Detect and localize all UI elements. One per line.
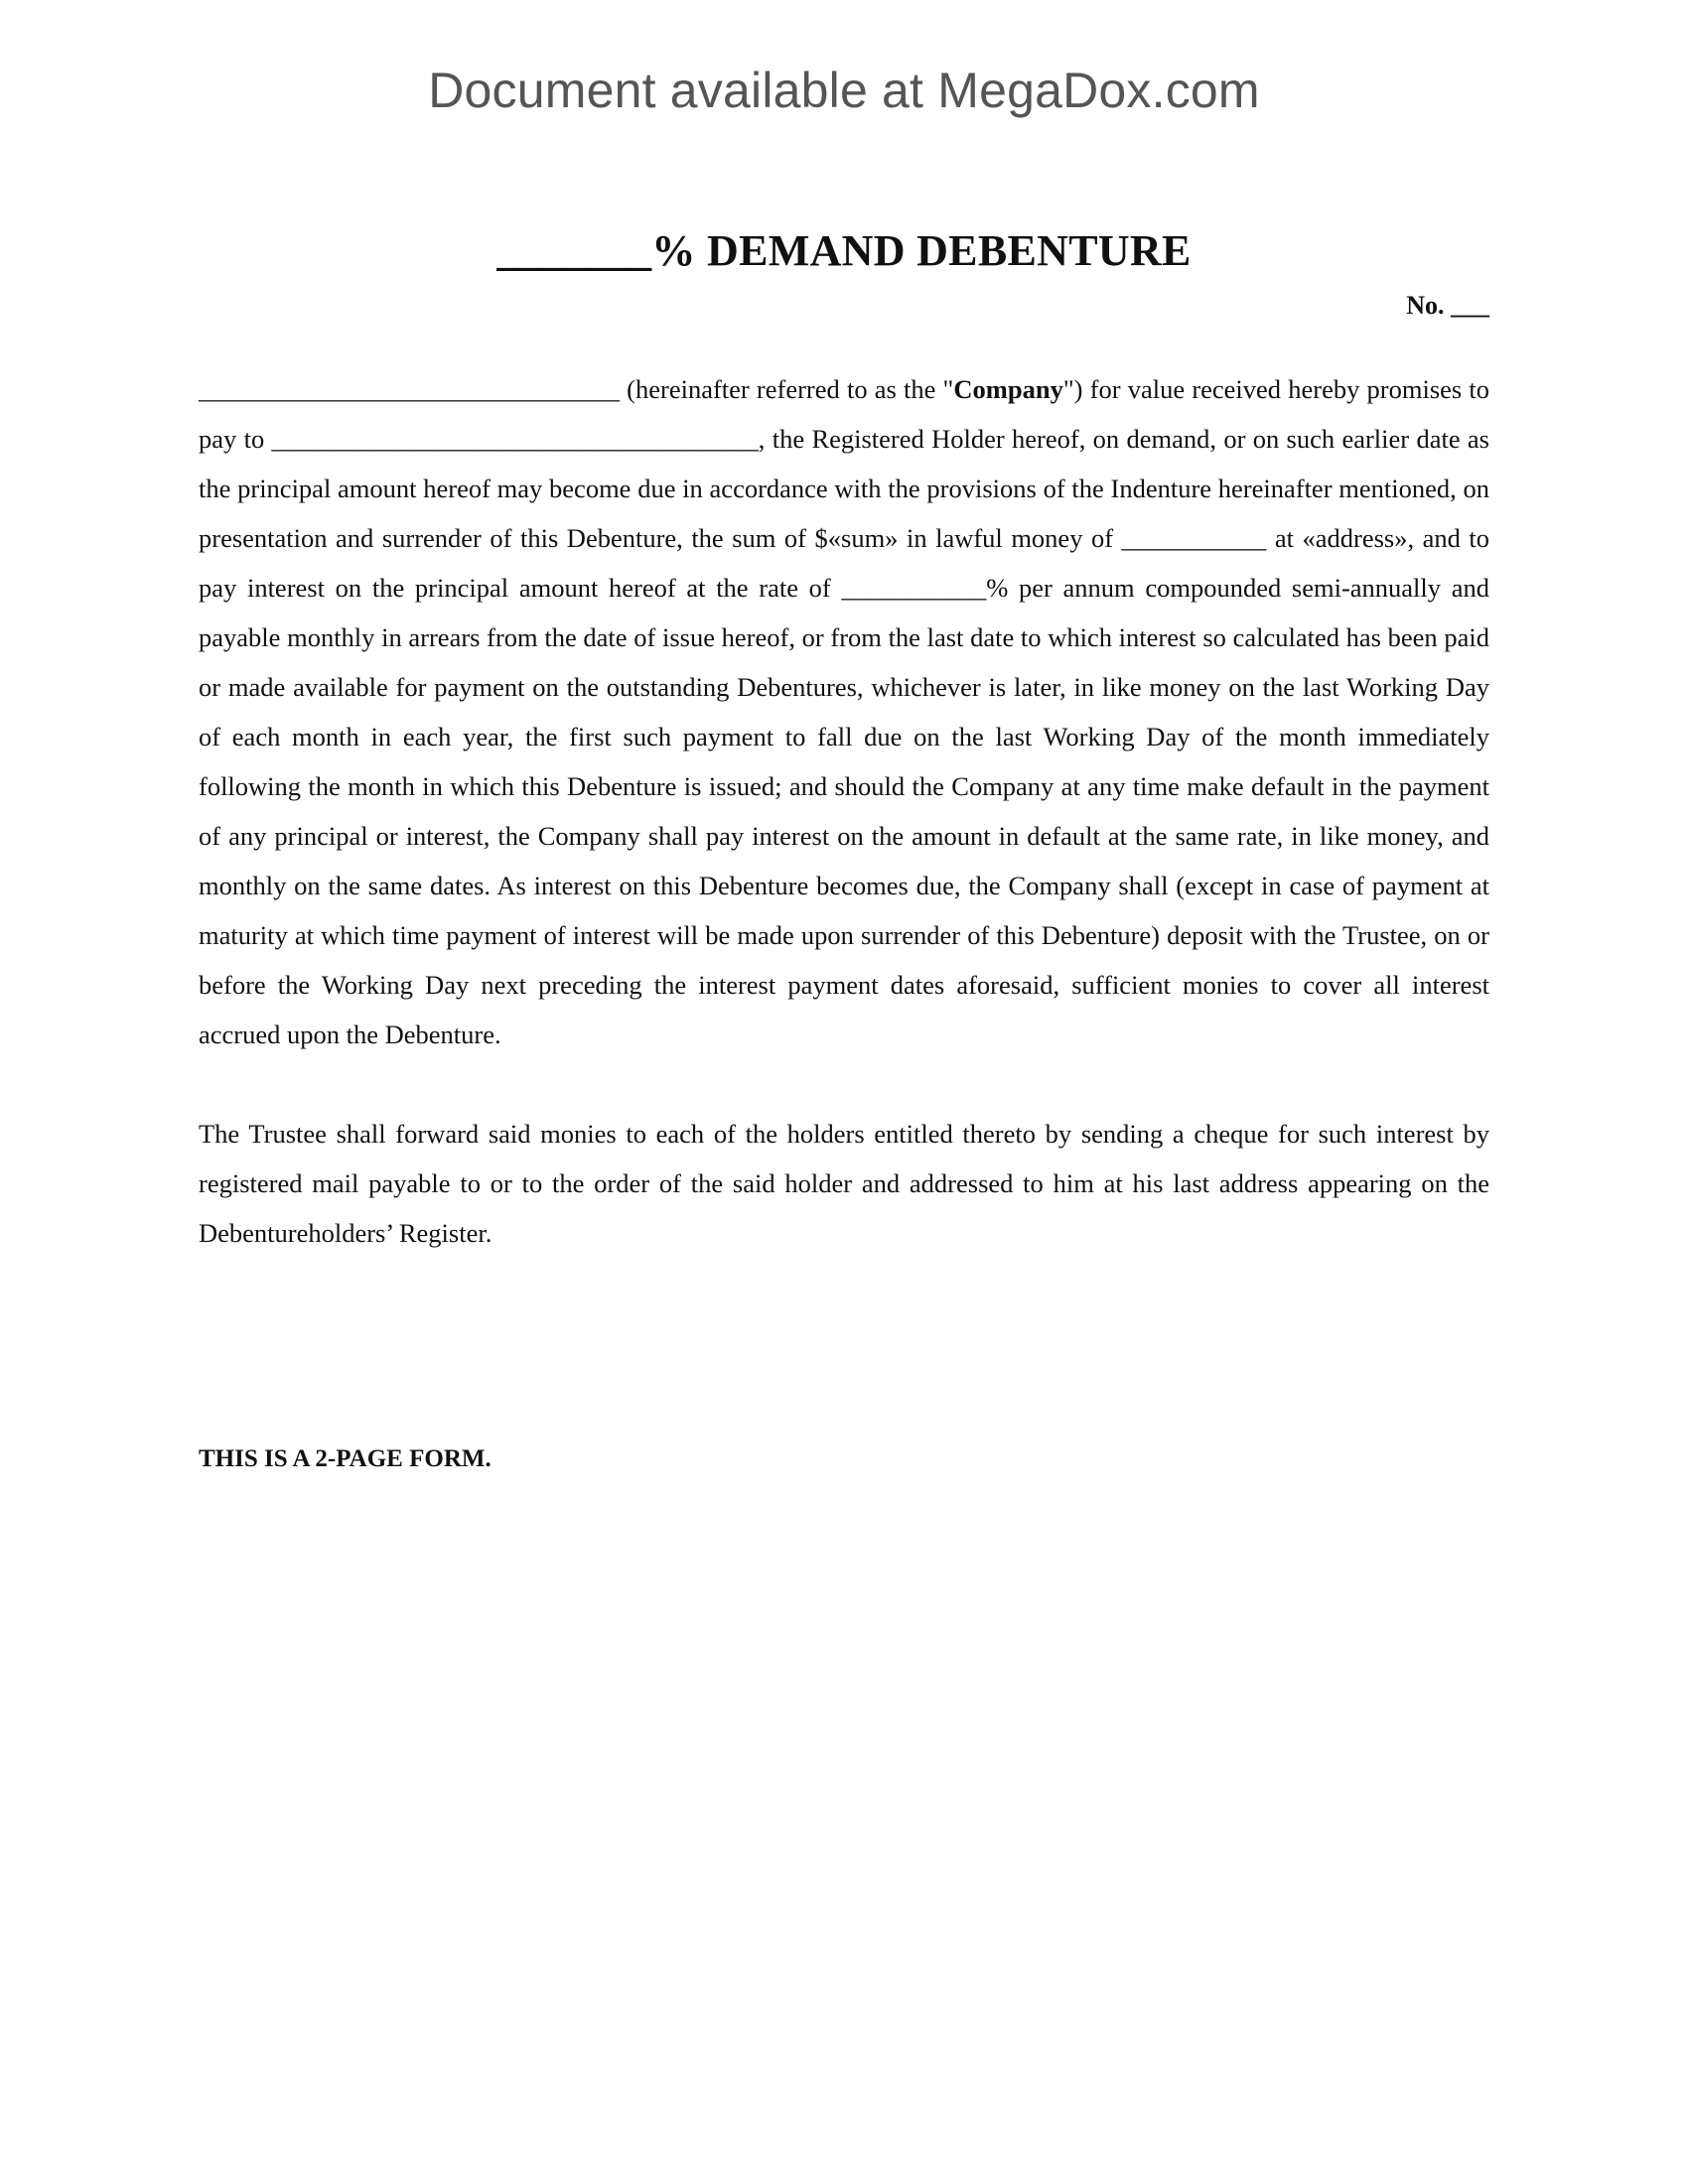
paragraph-trustee: The Trustee shall forward said monies to each of the holders entitled thereto by sending a cheque for such interest by registered mail payable to or to the order of the said holder and addressed to him at his last address appearing on the Debentureholders’ Register. [199, 1119, 1489, 1248]
paragraph-promise-rest: ") for value received hereby promises to pay to _____________________________________, the Registered Holder hereof, on demand, or on such earlier date as the principal amount hereof may become due in accordance with the provisions of the Indenture hereinafter mentioned, on presentation and surrender of this Debenture, the sum of $«sum» in lawful money of ___________ at «address», and to pay interest on the principal amount hereof at the rate of ___________% per annum compounded semi-annually and payable monthly in arrears from the date of issue hereof, or from the last date to which interest so calculated has been paid or made available for payment on the outstanding Debentures, whichever is later, in like money on the last Working Day of each month in each year, the first such payment to fall due on the last Working Day of the month immediately following the month in which this Debenture is issued; and should the Company at any time make default in the payment of any principal or interest, the Company shall pay interest on the amount in default at the same rate, in like money, and monthly on the same dates. As interest on this Debenture becomes due, the Company shall (except in case of payment at maturity at which time payment of interest will be made upon surrender of this Debenture) deposit with the Trustee, on or before the Working Day next preceding the interest payment dates aforesaid, sufficient monies to cover all interest accrued upon the Debenture. [199, 374, 1489, 1049]
page-count-notice: THIS IS A 2-PAGE FORM. [199, 1445, 492, 1472]
paragraph-promise [199, 364, 1489, 1059]
company-defined-term: Company [953, 374, 1063, 404]
debenture-number: No. ___ [1406, 291, 1489, 320]
document-body [199, 364, 1489, 1258]
paragraph-promise-lead: ________________________________ (hereinafter referred to as the " [199, 374, 954, 404]
document-title: _______% DEMAND DEBENTURE [496, 226, 1192, 275]
watermark-text: Document available at MegaDox.com [428, 63, 1260, 118]
